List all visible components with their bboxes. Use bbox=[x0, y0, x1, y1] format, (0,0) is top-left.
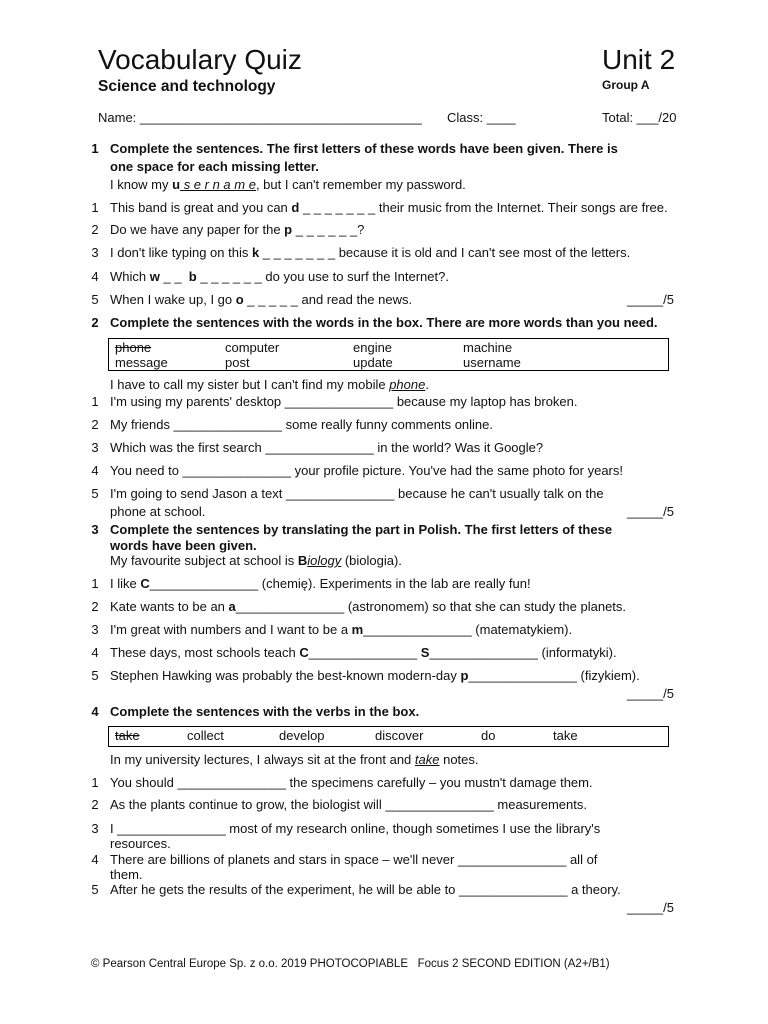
item-number: 1 bbox=[91, 576, 99, 591]
list-item: I'm using my parents' desktop _______________ because my laptop has broken. bbox=[110, 394, 578, 409]
list-item: Which w _ _ b _ _ _ _ _ _ do you use to surf the Internet?. bbox=[110, 269, 449, 284]
list-item: When I wake up, I go o _ _ _ _ _ and read the news. bbox=[110, 292, 413, 307]
example-sentence: I have to call my sister but I can't find my mobile phone. bbox=[110, 377, 429, 392]
item-number: 2 bbox=[91, 222, 99, 237]
word-box-item: machine bbox=[463, 340, 513, 355]
exercise-score: _____/5 bbox=[627, 292, 674, 307]
word-box-item: username bbox=[463, 355, 521, 370]
word-box-item: discover bbox=[375, 728, 424, 743]
exercise-score: _____/5 bbox=[627, 900, 674, 915]
item-number: 3 bbox=[91, 821, 99, 836]
exercise-instruction: Complete the sentences with the words in the box. There are more words than you need. bbox=[110, 315, 658, 330]
item-number: 4 bbox=[91, 269, 99, 284]
word-box-item: take bbox=[115, 728, 140, 743]
example-sentence: My favourite subject at school is Biology (biologia). bbox=[110, 553, 402, 568]
list-item: I'm great with numbers and I want to be a m_______________ (matematykiem). bbox=[110, 622, 573, 637]
exercise-number: 2 bbox=[91, 315, 99, 330]
item-number: 4 bbox=[91, 852, 99, 867]
exercise-number: 1 bbox=[91, 141, 99, 156]
exercise-instruction: Complete the sentences with the verbs in the box. bbox=[110, 704, 420, 719]
exercise-instruction: Complete the sentences. The first letters of these words have been given. There is bbox=[110, 141, 618, 156]
list-item: I _______________ most of my research online, though sometimes I use the library's bbox=[110, 821, 601, 836]
quiz-subtitle: Science and technology bbox=[98, 78, 276, 95]
example-sentence: In my university lectures, I always sit at the front and take notes. bbox=[110, 752, 479, 767]
list-item: You should _______________ the specimens carefully – you mustn't damage them. bbox=[110, 775, 593, 790]
list-item: You need to _______________ your profile picture. You've had the same photo for years! bbox=[110, 463, 623, 478]
example-sentence: I know my u s e r n a m e, but I can't remember my password. bbox=[110, 177, 466, 192]
list-item: This band is great and you can d _ _ _ _ _ _ _ their music from the Internet. Their songs are free. bbox=[110, 200, 668, 215]
word-box-item: update bbox=[353, 355, 393, 370]
list-item: I like C_______________ (chemię). Experiments in the lab are really fun! bbox=[110, 576, 531, 591]
word-box-item: computer bbox=[225, 340, 280, 355]
list-item: I'm going to send Jason a text _______________ because he can't usually talk on the bbox=[110, 486, 604, 501]
copyright-footer: © Pearson Central Europe Sp. z o.o. 2019 PHOTOCOPIABLE Focus 2 SECOND EDITION (A2+/B1) bbox=[91, 958, 610, 970]
name-line: Name: _______________________________________ bbox=[98, 110, 426, 125]
item-number: 5 bbox=[91, 668, 99, 683]
list-item-continued: phone at school. bbox=[110, 504, 206, 519]
list-item-continued: resources. bbox=[110, 836, 171, 851]
exercise-instruction: words have been given. bbox=[110, 538, 257, 553]
name-blank: _______________________________________ bbox=[136, 110, 426, 125]
item-number: 1 bbox=[91, 200, 99, 215]
list-item: Kate wants to be an a_______________ (astronomem) so that she can study the planets. bbox=[110, 599, 627, 614]
word-box bbox=[108, 338, 669, 371]
word-box-item: phone bbox=[115, 340, 152, 355]
total-line: Total: ___/20 bbox=[602, 110, 677, 125]
item-number: 2 bbox=[91, 599, 99, 614]
list-item-continued: them. bbox=[110, 867, 143, 882]
list-item: As the plants continue to grow, the biologist will _______________ measurements. bbox=[110, 797, 587, 812]
word-box bbox=[108, 726, 669, 747]
item-number: 3 bbox=[91, 622, 99, 637]
item-number: 1 bbox=[91, 394, 99, 409]
exercise-instruction: Complete the sentences by translating the part in Polish. The first letters of these bbox=[110, 522, 613, 537]
list-item: After he gets the results of the experiment, he will be able to _______________ a theory. bbox=[110, 882, 621, 897]
exercise-number: 4 bbox=[91, 704, 99, 719]
group-label: Group A bbox=[602, 78, 650, 92]
unit-label: Unit 2 bbox=[602, 44, 676, 75]
list-item: Which was the first search _______________ in the world? Was it Google? bbox=[110, 440, 544, 455]
item-number: 4 bbox=[91, 645, 99, 660]
word-box-item: do bbox=[481, 728, 496, 743]
item-number: 5 bbox=[91, 882, 99, 897]
exercise-score: _____/5 bbox=[627, 504, 674, 519]
item-number: 4 bbox=[91, 463, 99, 478]
list-item: These days, most schools teach C_______________ S_______________ (informatyki). bbox=[110, 645, 617, 660]
exercise-instruction: one space for each missing letter. bbox=[110, 159, 319, 174]
list-item: There are billions of planets and stars in space – we'll never _______________ all of bbox=[110, 852, 598, 867]
exercise-score: _____/5 bbox=[627, 686, 674, 701]
word-box-item: collect bbox=[187, 728, 224, 743]
exercise-number: 3 bbox=[91, 522, 99, 537]
item-number: 3 bbox=[91, 440, 99, 455]
item-number: 5 bbox=[91, 486, 99, 501]
list-item: Do we have any paper for the p _ _ _ _ _ _? bbox=[110, 222, 365, 237]
list-item: I don't like typing on this k _ _ _ _ _ _ _ because it is old and I can't see most of the letters. bbox=[110, 245, 631, 260]
word-box-item: take bbox=[553, 728, 578, 743]
word-box-item: message bbox=[115, 355, 168, 370]
word-box-item: engine bbox=[353, 340, 393, 355]
item-number: 1 bbox=[91, 775, 99, 790]
word-box-item: post bbox=[225, 355, 250, 370]
item-number: 3 bbox=[91, 245, 99, 260]
item-number: 2 bbox=[91, 797, 99, 812]
word-box-item: develop bbox=[279, 728, 325, 743]
quiz-title: Vocabulary Quiz bbox=[98, 44, 302, 75]
item-number: 5 bbox=[91, 292, 99, 307]
item-number: 2 bbox=[91, 417, 99, 432]
list-item: My friends _______________ some really funny comments online. bbox=[110, 417, 494, 432]
list-item: Stephen Hawking was probably the best-known modern-day p_______________ (fizykiem). bbox=[110, 668, 640, 683]
class-line: Class: ____ bbox=[447, 110, 516, 125]
